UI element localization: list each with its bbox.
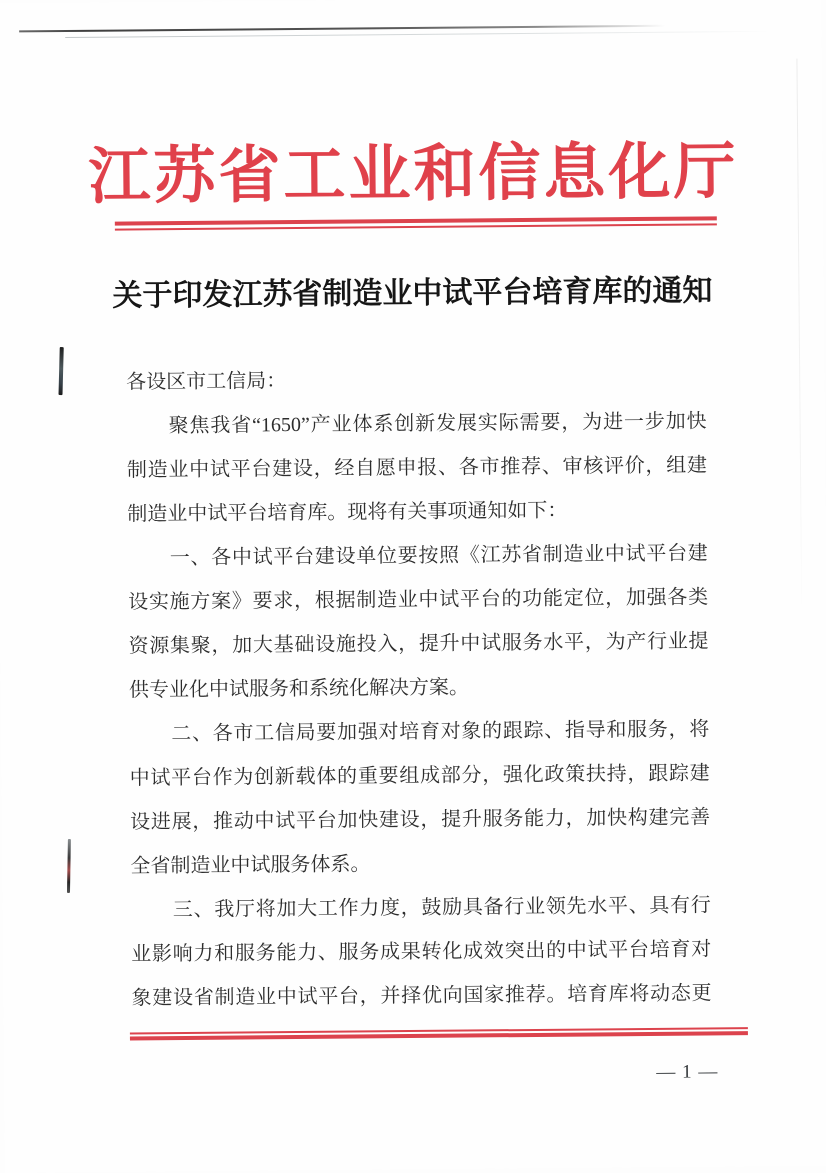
body-line: 制造业中试平台培育库。现将有关事项通知如下： [127,499,568,526]
body-line: 制造业中试平台建设，经自愿申报、各市推荐、审核评价，组建 [126,454,708,482]
body-line: 中试平台作为创新载体的重要组成部分，强化政策扶持，跟踪建 [129,762,710,790]
salutation-line: 各设区市工信局： [126,370,287,394]
body-line: 二、各市工信局要加强对培育对象的跟踪、指导和服务，将 [171,718,710,746]
body-line: 一、各中试平台建设单位要按照《江苏省制造业中试平台建 [169,542,708,570]
body-line: 象建设省制造业中试平台，并择优向国家推荐。培育库将动态更 [131,982,712,1010]
body-line: 业影响力和服务能力、服务成果转化成效突出的中试平台培育对 [131,938,712,966]
binding-mark [67,839,71,893]
document-title: 关于印发江苏省制造业中试平台培育库的通知 [112,274,713,313]
body-line: 三、我厅将加大工作力度，鼓励具备行业领先水平、具有行 [172,894,711,922]
scan-artifact-line-faint [65,31,771,38]
scan-artifact-line [19,25,665,33]
body-line: 供专业化中试服务和系统化解决方案。 [128,676,469,702]
page-number: — 1 — [656,1061,719,1083]
document-body [126,355,712,1020]
body-line: 设进展，推动中试平台加快建设，提升服务能力，加快构建完善 [129,806,711,834]
red-header-divider [115,216,717,230]
red-footer-divider [130,1027,748,1040]
body-line: 资源集聚，加大基础设施投入，提升中试服务水平，为产行业提 [128,630,709,658]
body-line: 聚焦我省“1650”产业体系创新发展实际需要，为进一步加快 [168,410,707,438]
agency-header-title: 江苏省工业和信息化厅 [88,138,739,212]
body-line: 设实施方案》要求，根据制造业中试平台的功能定位，加强各类 [128,586,709,614]
body-line: 全省制造业中试服务体系。 [130,853,371,878]
binding-mark [58,347,63,395]
